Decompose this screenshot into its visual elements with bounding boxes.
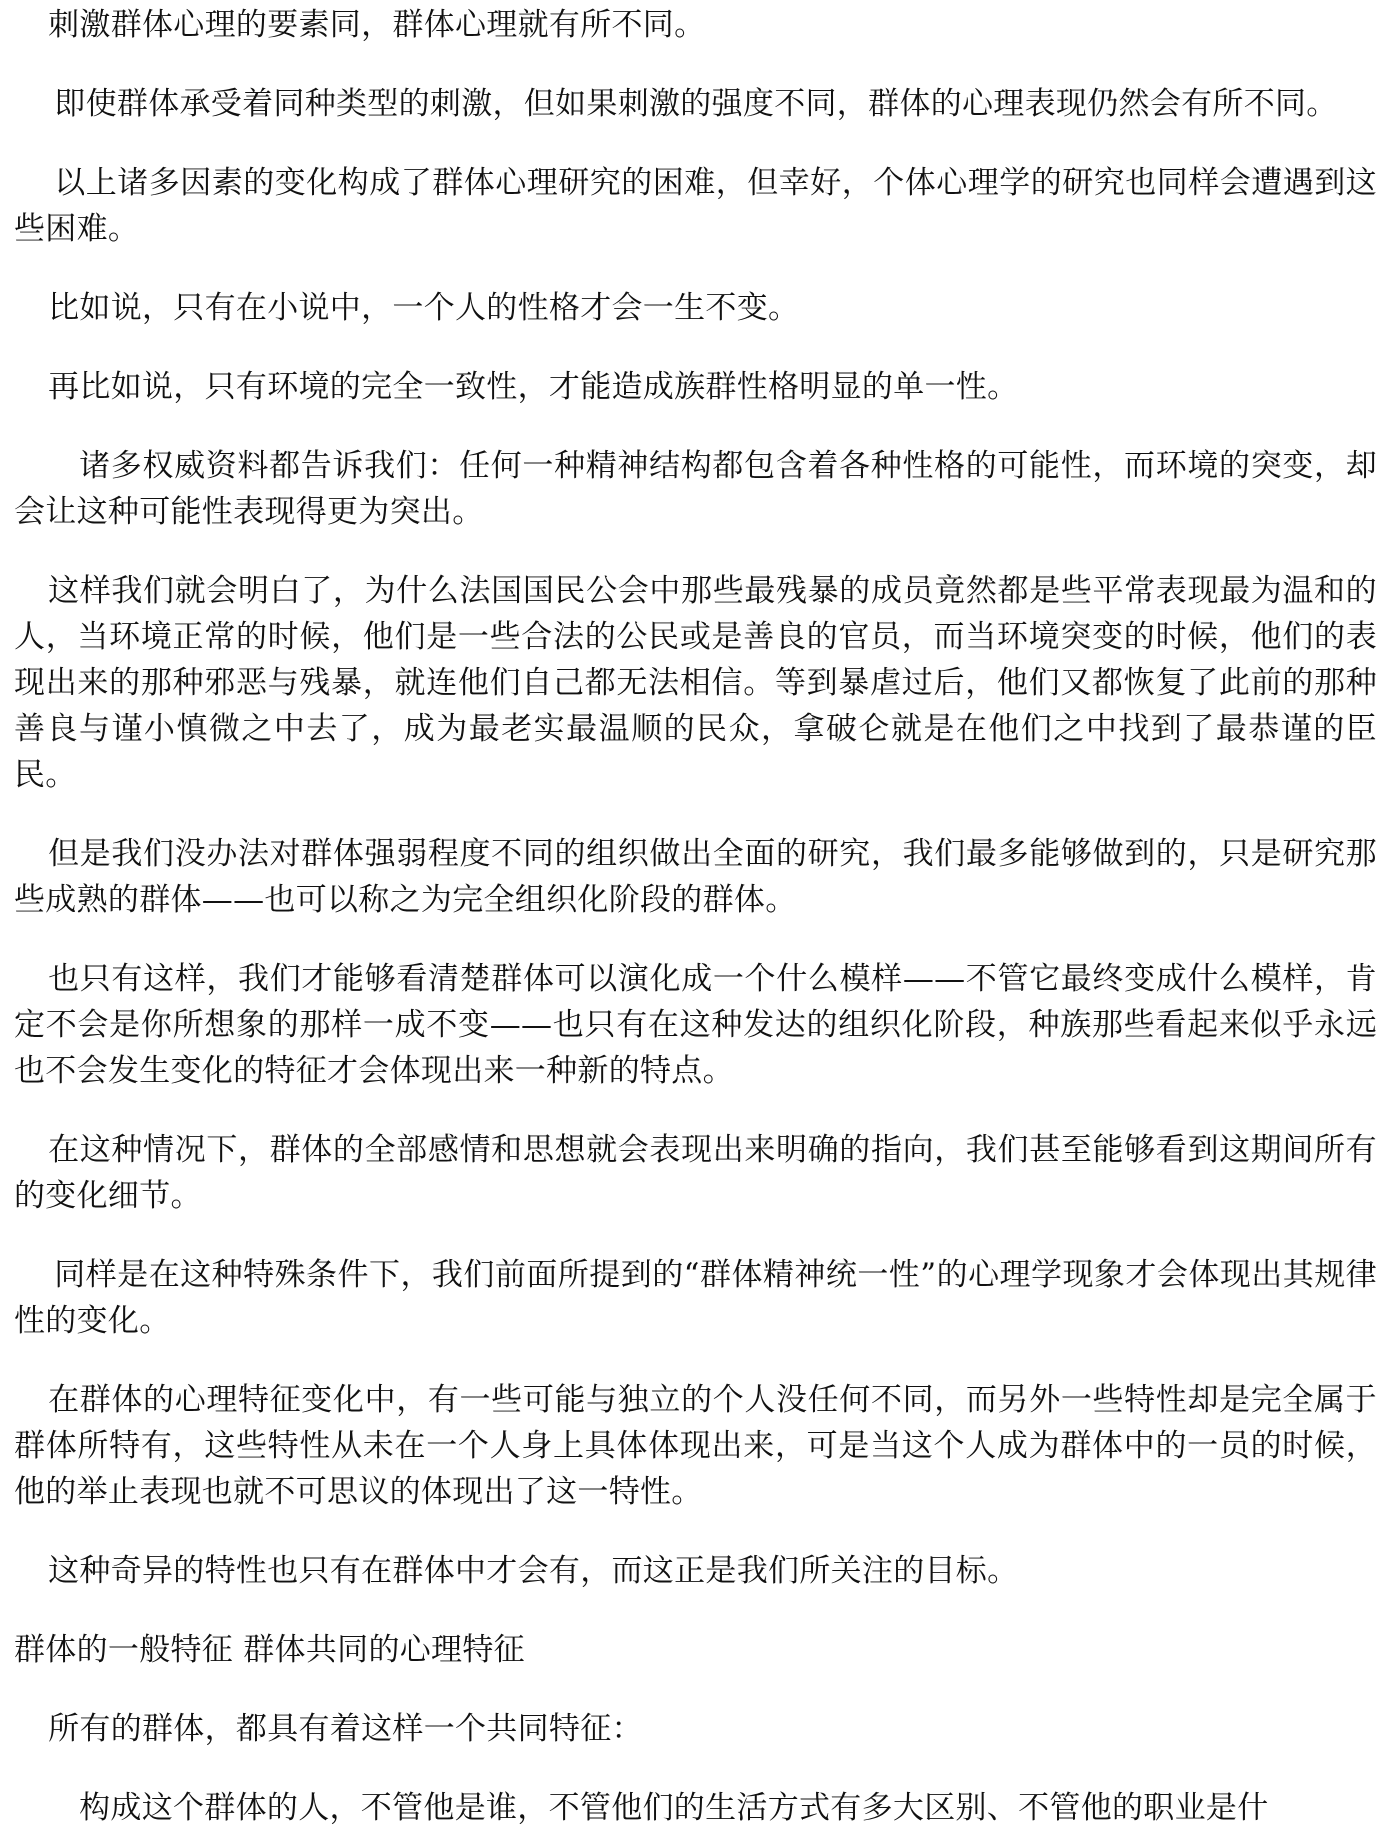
paragraph: 所有的群体，都具有着这样一个共同特征：: [48, 1711, 643, 1747]
paragraph: 构成这个群体的人，不管他是谁，不管他们的生活方式有多大区别、不管他的职业是什: [79, 1790, 1269, 1826]
paragraph: 但是我们没办法对群体强弱程度不同的组织做出全面的研究，我们最多能够做到的，只是研究那些成熟的群体——也可以称之为完全组织化阶段的群体。: [14, 836, 1377, 918]
paragraph: 比如说，只有在小说中，一个人的性格才会一生不变。: [48, 290, 800, 326]
paragraph: 同样是在这种特殊条件下，我们前面所提到的“群体精神统一性”的心理学现象才会体现出其规律性的变化。: [14, 1257, 1377, 1339]
paragraph: 在群体的心理特征变化中，有一些可能与独立的个人没任何不同，而另外一些特性却是完全属于群体所特有，这些特性从未在一个人身上具体体现出来，可是当这个人成为群体中的一员的时候，他的举止表现也就不可思议的体现出了这一特性。: [14, 1382, 1377, 1510]
paragraph: 也只有这样，我们才能够看清楚群体可以演化成一个什么模样——不管它最终变成什么模样，肯定不会是你所想象的那样一成不变——也只有在这种发达的组织化阶段，种族那些看起来似乎永远也不会发生变化的特征才会体现出来一种新的特点。: [14, 961, 1377, 1089]
paragraph: 再比如说，只有环境的完全一致性，才能造成族群性格明显的单一性。: [48, 369, 1019, 405]
paragraph: 诸多权威资料都告诉我们：任何一种精神结构都包含着各种性格的可能性，而环境的突变，却会让这种可能性表现得更为突出。: [14, 448, 1377, 530]
paragraph: 刺激群体心理的要素同，群体心理就有所不同。: [48, 7, 706, 43]
section-heading: 群体的一般特征 群体共同的心理特征: [14, 1632, 525, 1668]
paragraph: 在这种情况下，群体的全部感情和思想就会表现出来明确的指向，我们甚至能够看到这期间所有的变化细节。: [14, 1132, 1377, 1214]
paragraph: 这种奇异的特性也只有在群体中才会有，而这正是我们所关注的目标。: [48, 1553, 1019, 1589]
paragraph: 以上诸多因素的变化构成了群体心理研究的困难，但幸好，个体心理学的研究也同样会遭遇到这些困难。: [14, 165, 1377, 247]
paragraph: 这样我们就会明白了，为什么法国国民公会中那些最残暴的成员竟然都是些平常表现最为温和的人，当环境正常的时候，他们是一些合法的公民或是善良的官员，而当环境突变的时候，他们的表现出来的那种邪恶与残暴，就连他们自己都无法相信。等到暴虐过后，他们又都恢复了此前的那种善良与谨小慎微之中去了，成为最老实最温顺的民众，拿破仑就是在他们之中找到了最恭谨的臣民。: [14, 573, 1377, 793]
paragraph: 即使群体承受着同种类型的刺激，但如果刺激的强度不同，群体的心理表现仍然会有所不同。: [54, 86, 1338, 122]
